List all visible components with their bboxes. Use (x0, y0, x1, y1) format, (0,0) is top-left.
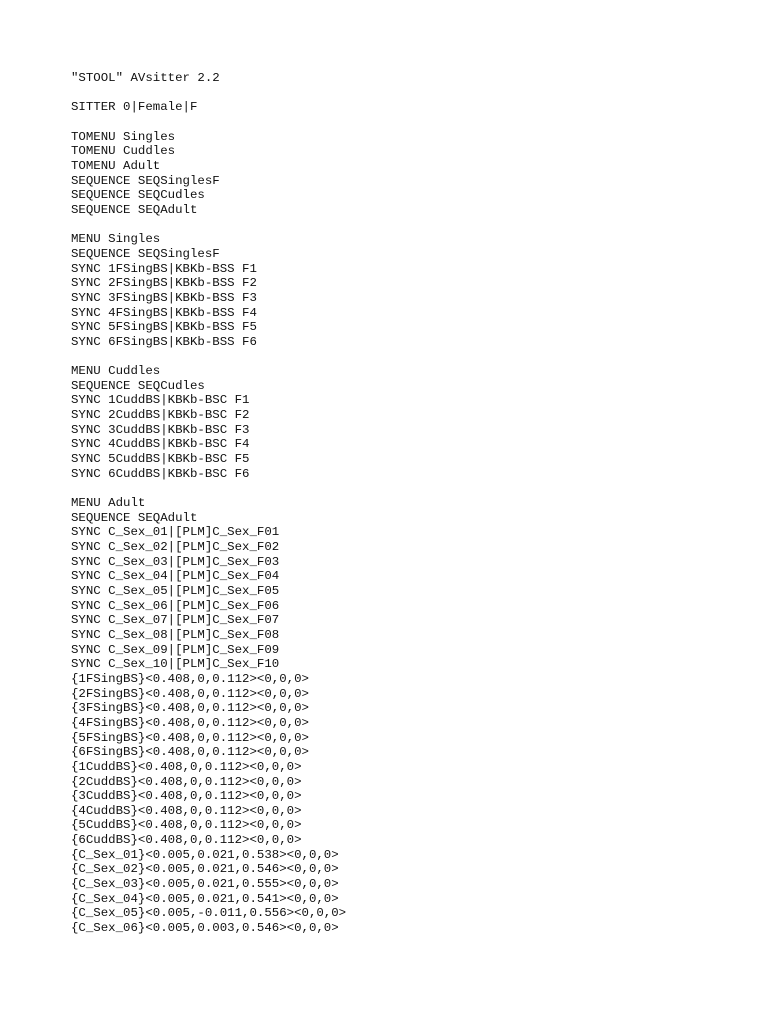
document-line (71, 481, 751, 496)
document-line: SEQUENCE SEQAdult (71, 202, 198, 217)
document-line: {1CuddBS}<0.408,0,0.112><0,0,0> (71, 759, 302, 774)
document-line: {C_Sex_02}<0.005,0.021,0.546><0,0,0> (71, 862, 339, 877)
document-line: SYNC 1FSingBS|KBKb-BSS F1 (71, 261, 257, 276)
document-line: SYNC 6CuddBS|KBKb-BSC F6 (71, 466, 250, 481)
document-text (71, 71, 751, 936)
document-line: {C_Sex_01}<0.005,0.021,0.538><0,0,0> (71, 847, 339, 862)
document-line: TOMENU Cuddles (71, 144, 176, 159)
document-line: {C_Sex_04}<0.005,0.021,0.541><0,0,0> (71, 891, 339, 906)
document-line: SYNC 4CuddBS|KBKb-BSC F4 (71, 437, 250, 452)
document-line: SYNC C_Sex_01|[PLM]C_Sex_F01 (71, 525, 280, 540)
document-line: SYNC 3FSingBS|KBKb-BSS F3 (71, 290, 257, 305)
document-line: SYNC 4FSingBS|KBKb-BSS F4 (71, 305, 257, 320)
document-line: SYNC 5FSingBS|KBKb-BSS F5 (71, 320, 257, 335)
document-line: {5FSingBS}<0.408,0,0.112><0,0,0> (71, 730, 309, 745)
document-line (71, 349, 751, 364)
document-line: SYNC 6FSingBS|KBKb-BSS F6 (71, 334, 257, 349)
document-line: SEQUENCE SEQSinglesF (71, 173, 220, 188)
document-line: SYNC 1CuddBS|KBKb-BSC F1 (71, 393, 250, 408)
document-line: MENU Cuddles (71, 364, 161, 379)
document-line: "STOOL" AVsitter 2.2 (71, 71, 220, 85)
document-line: SITTER 0|Female|F (71, 100, 198, 115)
document-line: SEQUENCE SEQCudles (71, 188, 205, 203)
document-line: MENU Adult (71, 496, 146, 511)
document-line: SYNC C_Sex_04|[PLM]C_Sex_F04 (71, 569, 280, 584)
document-line: {2CuddBS}<0.408,0,0.112><0,0,0> (71, 774, 302, 789)
document-line: SYNC 2CuddBS|KBKb-BSC F2 (71, 408, 250, 423)
document-line: SEQUENCE SEQCudles (71, 378, 205, 393)
document-line: SYNC C_Sex_10|[PLM]C_Sex_F10 (71, 657, 280, 672)
document-line: {4CuddBS}<0.408,0,0.112><0,0,0> (71, 803, 302, 818)
document-line: SYNC C_Sex_09|[PLM]C_Sex_F09 (71, 642, 280, 657)
document-line (71, 115, 751, 130)
document-line: SYNC 2FSingBS|KBKb-BSS F2 (71, 276, 257, 291)
document-line: SYNC C_Sex_08|[PLM]C_Sex_F08 (71, 627, 280, 642)
document-line: SYNC C_Sex_06|[PLM]C_Sex_F06 (71, 598, 280, 613)
document-line: TOMENU Adult (71, 158, 161, 173)
document-line (71, 86, 751, 101)
document-line: MENU Singles (71, 232, 161, 247)
document-line: {C_Sex_05}<0.005,-0.011,0.556><0,0,0> (71, 906, 347, 921)
document-line: {4FSingBS}<0.408,0,0.112><0,0,0> (71, 715, 309, 730)
document-line: SYNC 5CuddBS|KBKb-BSC F5 (71, 452, 250, 467)
document-line: SYNC 3CuddBS|KBKb-BSC F3 (71, 422, 250, 437)
document-line: {6FSingBS}<0.408,0,0.112><0,0,0> (71, 745, 309, 760)
document-line: SEQUENCE SEQAdult (71, 510, 198, 525)
document-line: {C_Sex_06}<0.005,0.003,0.546><0,0,0> (71, 921, 339, 936)
document-line: {2FSingBS}<0.408,0,0.112><0,0,0> (71, 686, 309, 701)
document-line: {6CuddBS}<0.408,0,0.112><0,0,0> (71, 833, 302, 848)
document-line: {3FSingBS}<0.408,0,0.112><0,0,0> (71, 701, 309, 716)
document-line: SYNC C_Sex_03|[PLM]C_Sex_F03 (71, 554, 280, 569)
document-line (71, 218, 751, 233)
document-line: {C_Sex_03}<0.005,0.021,0.555><0,0,0> (71, 877, 339, 892)
document-line: {1FSingBS}<0.408,0,0.112><0,0,0> (71, 671, 309, 686)
document-line: SYNC C_Sex_02|[PLM]C_Sex_F02 (71, 540, 280, 554)
document-line: TOMENU Singles (71, 129, 176, 144)
document-line: {3CuddBS}<0.408,0,0.112><0,0,0> (71, 789, 302, 804)
document-line: SYNC C_Sex_07|[PLM]C_Sex_F07 (71, 613, 280, 628)
document-line: SYNC C_Sex_05|[PLM]C_Sex_F05 (71, 583, 280, 598)
document-line: {5CuddBS}<0.408,0,0.112><0,0,0> (71, 818, 302, 833)
document-line: SEQUENCE SEQSinglesF (71, 246, 220, 261)
